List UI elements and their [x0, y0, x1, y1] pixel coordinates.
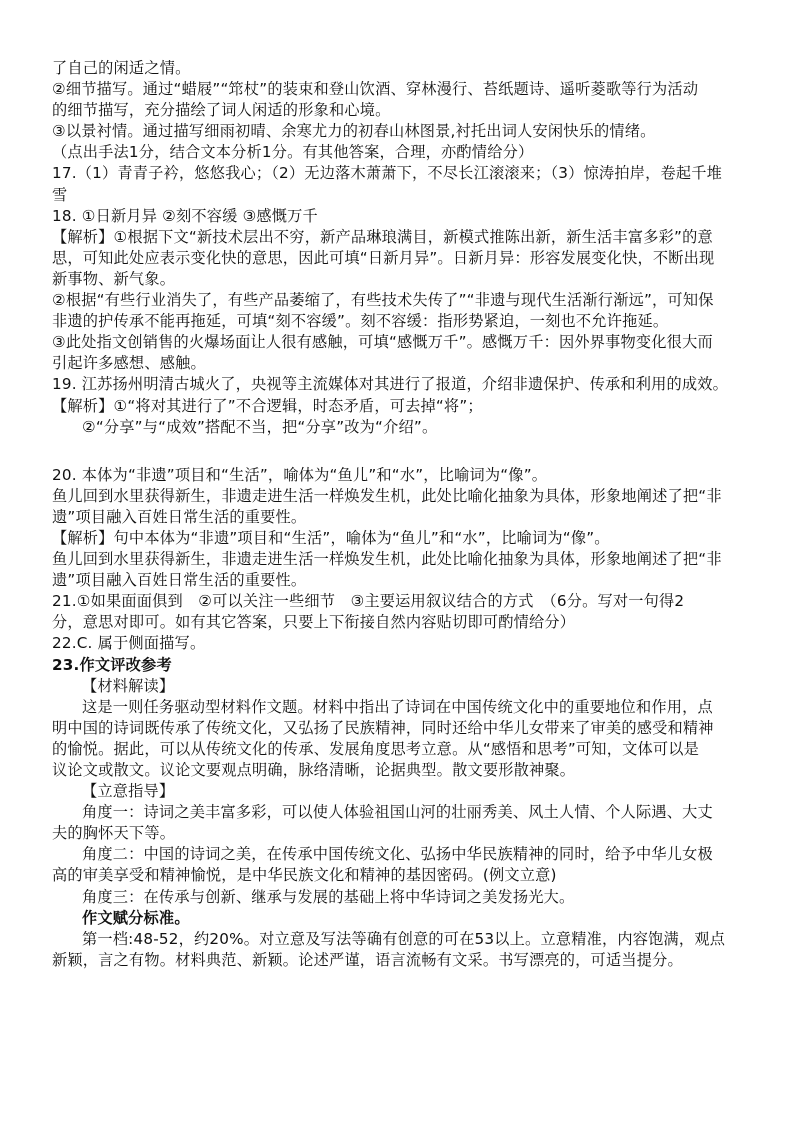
- text-line: 18. ①日新月异 ②刻不容缓 ③感慨万千: [52, 206, 318, 225]
- text-line: 鱼儿回到水里获得新生，非遗走进生活一样焕发生机，此处比喻化抽象为具体，形象地阐述了把“非: [52, 550, 722, 569]
- text-line: 17.（1）青青子衿，悠悠我心；（2）无边落木萧萧下，不尽长江滚滚来；（3）惊涛拍岸，卷起千堆: [52, 164, 723, 183]
- text-line: 引起许多感想、感触。: [52, 354, 206, 373]
- text-line: 21.①如果面面俱到 ②可以关注一些细节 ③主要运用叙议结合的方式 （6分。写对一句得2: [52, 592, 685, 611]
- text-line: 20. 本体为“非遗”项目和“生活”，喻体为“鱼儿”和“水”，比喻词为“像”。: [52, 465, 548, 484]
- text-line: 夫的胸怀天下等。: [52, 824, 176, 843]
- text-line: 了自己的闲适之情。: [52, 59, 191, 77]
- text-line: 19. 江苏扬州明清古城火了，央视等主流媒体对其进行了报道，介绍非遗保护、传承和利用的成效。: [52, 375, 729, 394]
- subsection-heading: 【材料解读】: [82, 676, 175, 695]
- text-line: 明中国的诗词既传承了传统文化，又弘扬了民族精神，同时还给中华儿女带来了审美的感受和精神: [52, 718, 714, 737]
- text-line: ②根据“有些行业消失了，有些产品萎缩了，有些技术失传了”“非遗与现代生活渐行渐远”，可知保: [52, 291, 714, 310]
- text-line: ③以景衬情。通过描写细雨初晴、余寒尤力的初春山林图景,衬托出词人安闲快乐的情绪。: [52, 122, 656, 141]
- text-line: ③此处指文创销售的火爆场面让人很有感触，可填“感慨万千”。感慨万千：因外界事物变化很大而: [52, 333, 713, 352]
- document-page: [52, 58, 752, 971]
- text-line: 分，意思对即可。如有其它答案，只要上下衔接自然内容贴切即可酌情给分）: [52, 613, 576, 632]
- text-line: 鱼儿回到水里获得新生，非遗走进生活一样焕发生机，此处比喻化抽象为具体，形象地阐述了把“非: [52, 486, 722, 505]
- text-line: 这是一则任务驱动型材料作文题。材料中指出了诗词在中国传统文化中的重要地位和作用，点: [82, 697, 713, 716]
- subsection-heading: 作文赋分标准。: [82, 908, 190, 927]
- text-line: 【解析】①“将对其进行了”不合逻辑，时态矛盾，可去掉“将”；: [52, 396, 483, 415]
- text-line: 【解析】句中本体为“非遗”项目和“生活”，喻体为“鱼儿”和“水”，比喻词为“像”。: [52, 528, 610, 547]
- text-line: 雪: [52, 185, 68, 204]
- text-line: ②细节描写。通过“蜡屐”“筇杖”的装束和登山饮酒、穿林漫行、苔纸题诗、遥听菱歌等行为活动: [52, 80, 699, 99]
- text-line: 遗”项目融入百姓日常生活的重要性。: [52, 507, 307, 526]
- text-line: 遗”项目融入百姓日常生活的重要性。: [52, 571, 307, 590]
- text-line: 思，可知此处应表示变化快的意思，因此可填“日新月异”。日新月异：形容发展变化快，不断出现: [52, 248, 715, 267]
- text-line: 非遗的护传承不能再拖延，可填“刻不容缓”。刻不容缓：指形势紧迫，一刻也不允许拖延。: [52, 312, 669, 331]
- section-heading: 23.作文评改参考: [52, 655, 172, 674]
- text-line: 的细节描写，充分描绘了词人闲适的形象和心境。: [52, 101, 391, 120]
- text-line: 角度三：在传承与创新、继承与发展的基础上将中华诗词之美发扬光大。: [82, 887, 575, 906]
- text-line: 高的审美享受和精神愉悦，是中华民族文化和精神的基因密码。(例文立意): [52, 866, 557, 885]
- text-line: 议论文或散文。议论文要观点明确，脉络清晰，论据典型。散文要形散神聚。: [52, 761, 576, 779]
- text-line: 22.C. 属于侧面描写。: [52, 634, 206, 653]
- text-line: 的愉悦。据此，可以从传统文化的传承、发展角度思考立意。从“感悟和思考”可知，文体可以是: [52, 739, 700, 758]
- text-line: 新事物、新气象。: [52, 269, 176, 288]
- text-line: 【解析】①根据下文“新技术层出不穷，新产品琳琅满目，新模式推陈出新，新生活丰富多彩”的意: [52, 227, 713, 246]
- text-line: 角度一：诗词之美丰富多彩，可以使人体验祖国山河的壮丽秀美、风土人情、个人际遇、大丈: [82, 803, 713, 822]
- text-line: （点出手法1分，结合文本分析1分。有其他答案，合理，亦酌情给分）: [52, 143, 534, 162]
- text-line: 角度二：中国的诗词之美，在传承中国传统文化、弘扬中华民族精神的同时，给予中华儿女极: [82, 845, 713, 864]
- subsection-heading: 【立意指导】: [82, 782, 175, 801]
- text-line: 第一档:48-52，约20%。对立意及写法等确有创意的可在53以上。立意精准，内容饱满，观点: [82, 929, 726, 948]
- text-line: ②“分享”与“成效”搭配不当，把“分享”改为“介绍”。: [82, 417, 438, 436]
- text-line: 新颖，言之有物。材料典范、新颖。论述严谨，语言流畅有文采。书写漂亮的，可适当提分。: [52, 950, 683, 969]
